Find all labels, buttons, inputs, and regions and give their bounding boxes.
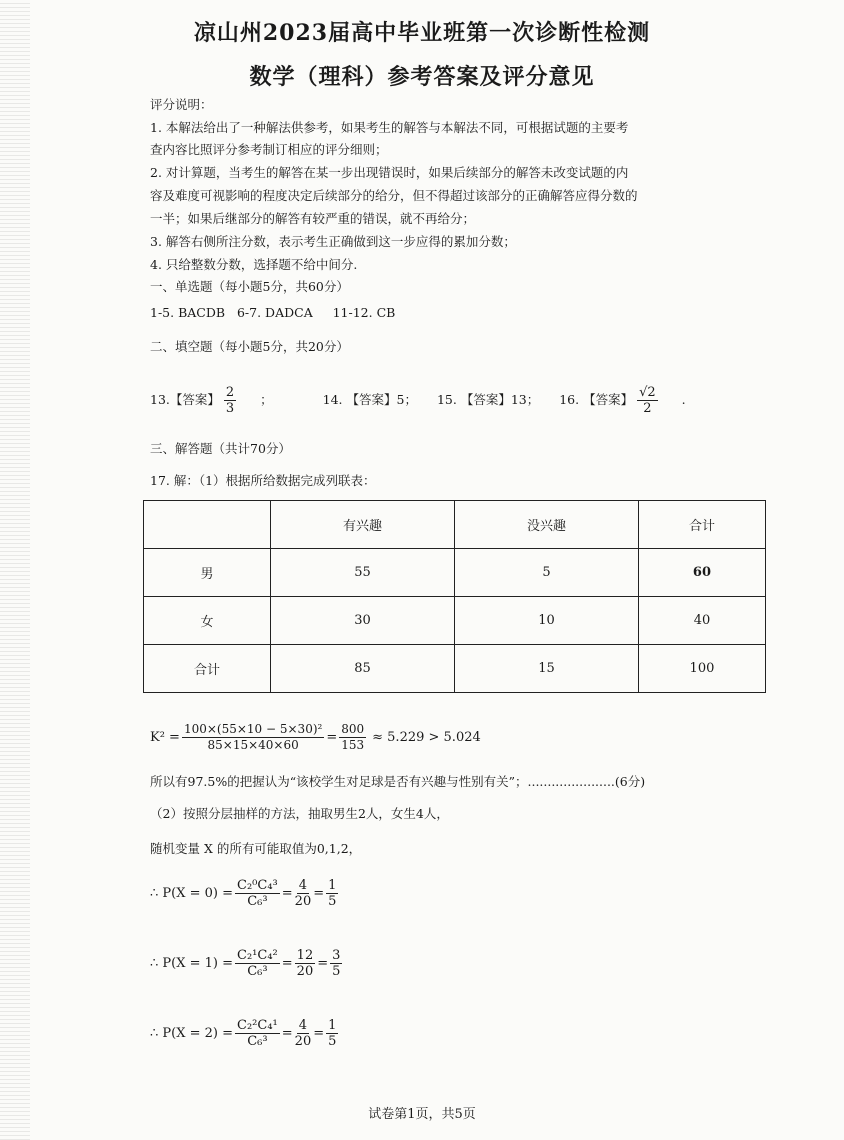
section2-heading: 二、填空题（每小题5分，共20分） xyxy=(150,339,349,354)
part2-line1: （2）按照分层抽样的方法，抽取男生2人，女生4人， xyxy=(150,806,449,821)
k2-lhs: K² = xyxy=(150,730,180,745)
part2-line2: 随机变量 X 的所有可能取值为0,1,2， xyxy=(150,841,362,856)
note-2b: 容及难度可视影响的程度决定后续部分的给分，但不得超过该部分的正确解答应得分数的 xyxy=(150,188,638,203)
table-row xyxy=(144,645,766,693)
note-3: 3. 解答右侧所注分数，表示考生正确做到这一步应得的累加分数； xyxy=(150,234,516,249)
section1-answers: 1-5. BACDB 6-7. DADCA 11-12. CB xyxy=(150,305,396,320)
section3-heading: 三、解答题（共计70分） xyxy=(150,441,291,456)
note-4: 4. 只给整数分数，选择题不给中间分. xyxy=(150,257,358,272)
page-footer: 试卷第1页，共5页 xyxy=(368,1107,476,1122)
section1-heading: 一、单选题（每小题5分，共60分） xyxy=(150,279,349,294)
table-cell: 60 xyxy=(638,549,765,597)
table-cell: 55 xyxy=(271,549,455,597)
page-title: 凉山州2023届高中毕业班第一次诊断性检测 xyxy=(193,20,651,46)
table-row xyxy=(144,549,766,597)
note-1a: 1. 本解法给出了一种解法供参考，如果考生的解答与本解法不同，可根据试题的主要考 xyxy=(150,120,629,135)
q16-answer: 16. 【答案】 $\frac{√2}{2}$ . xyxy=(559,384,686,416)
q13-answer: 13.【答案】 $\frac{2}{3}$ ； xyxy=(150,384,273,416)
table-row xyxy=(144,597,766,645)
notes-heading: 评分说明： xyxy=(150,97,213,112)
q17-intro: 17. 解：（1）根据所给数据完成列联表： xyxy=(150,473,376,488)
prob-x2: ∴ P(X = 2) = $\frac{\text{C₂²C₄¹}}{\text{C₆³}}$ = $\frac{4}{20}$ = $\frac{1}{5}$ xyxy=(150,1018,337,1049)
table-cell: 40 xyxy=(638,597,765,645)
fill-answers xyxy=(150,380,760,420)
table-cell: 100 xyxy=(638,645,765,693)
note-2a: 2. 对计算题，当考生的解答在某一步出现错误时，如果后续部分的解答未改变试题的内 xyxy=(150,165,629,180)
table-cell: 85 xyxy=(271,645,455,693)
prob-x1: ∴ P(X = 1) = $\frac{\text{C₂¹C₄²}}{\text{C₆³}}$ = $\frac{12}{20}$ = $\frac{3}{5}$ xyxy=(150,948,341,979)
table-cell xyxy=(144,501,271,549)
table-cell: 有兴趣 xyxy=(271,501,455,549)
table-cell: 30 xyxy=(271,597,455,645)
page-subtitle: 数学（理科）参考答案及评分意见 xyxy=(249,64,595,90)
note-1b: 查内容比照评分参考制订相应的评分细则； xyxy=(150,142,388,157)
note-2c: 一半；如果后继部分的解答有较严重的错误，就不再给分； xyxy=(150,211,476,226)
k2-formula: K² = $\frac{\text{100×(55×10 − 5×30)²}}{85\times 15\times 40\times 60}$ = $\frac{800}{153}$ ≈ 5.229 > 5.024 xyxy=(150,722,481,752)
q15-answer: 15. 【答案】13； xyxy=(436,392,540,407)
table-header-row xyxy=(144,501,766,549)
table-cell: 15 xyxy=(454,645,638,693)
table-cell: 男 xyxy=(144,549,271,597)
table-cell: 5 xyxy=(454,549,638,597)
q14-answer: 14. 【答案】5； xyxy=(322,392,417,407)
table-cell: 合计 xyxy=(638,501,765,549)
k2-conclusion: 所以有97.5%的把握认为“该校学生对足球是否有兴趣与性别有关”；......................(6分) xyxy=(150,774,646,789)
table-cell: 没兴趣 xyxy=(454,501,638,549)
table-cell: 10 xyxy=(454,597,638,645)
table-cell: 女 xyxy=(144,597,271,645)
prob-x0: ∴ P(X = 0) = $\frac{\text{C₂⁰C₄³}}{\text{C₆³}}$ = $\frac{4}{20}$ = $\frac{1}{5}$ xyxy=(150,878,337,909)
table-cell: 合计 xyxy=(144,645,271,693)
contingency-table xyxy=(143,500,766,693)
binding-margin xyxy=(0,0,30,1140)
